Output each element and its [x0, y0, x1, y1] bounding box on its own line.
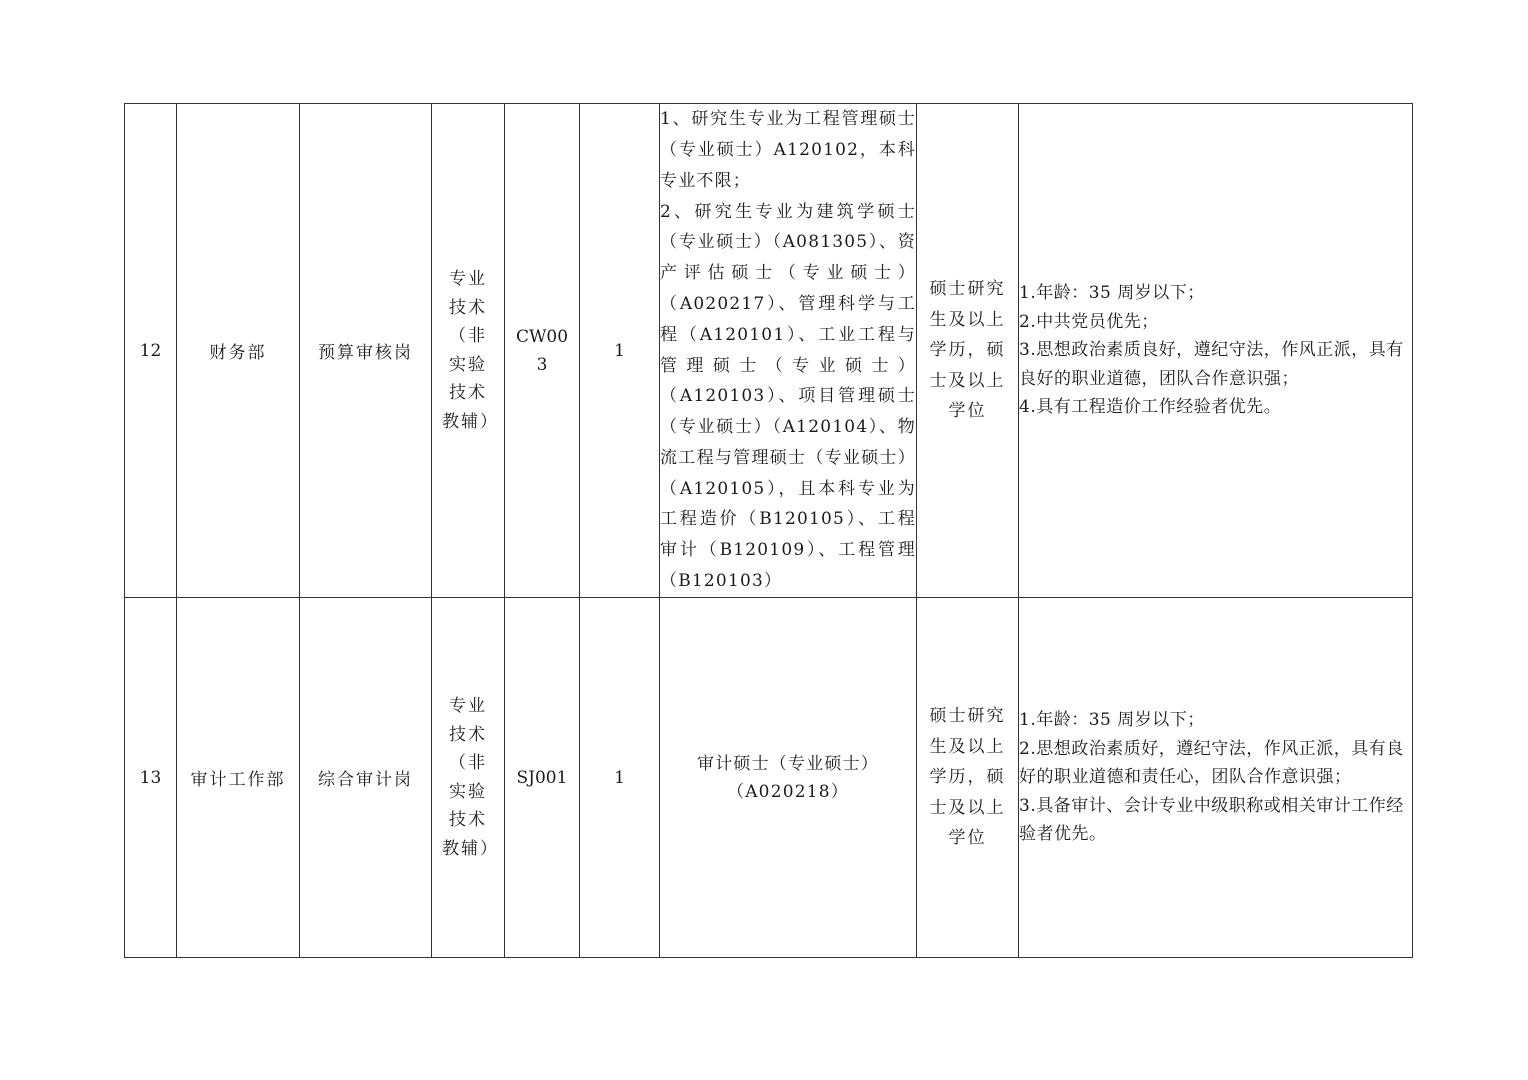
row-number: 13 — [125, 598, 177, 958]
requirement-item: 3.思想政治素质良好，遵纪守法，作风正派，具有良好的职业道德，团队合作意识强； — [1019, 340, 1404, 389]
requirement-item: 4.具有工程造价工作经验者优先。 — [1019, 397, 1282, 418]
position-cell: 预算审核岗 — [300, 104, 432, 598]
headcount-cell: 1 — [580, 104, 660, 598]
code-cell — [505, 598, 580, 958]
major-cell — [660, 598, 917, 958]
category-cell — [432, 104, 505, 598]
requirement-item: 2.思想政治素质好，遵纪守法，作风正派，具有良好的职业道德和责任心，团队合作意识强； — [1019, 738, 1404, 788]
headcount-cell: 1 — [580, 598, 660, 958]
table-row — [125, 598, 1413, 958]
education-text: 硕士研究生及以上学历，硕士及以上学位 — [929, 706, 1006, 849]
position-code: CW003 — [515, 326, 569, 375]
major-cell — [660, 104, 917, 598]
major-item: 1、研究生专业为工程管理硕士（专业硕士）A120102，本科专业不限； — [660, 109, 916, 191]
education-text: 硕士研究生及以上学历，硕士及以上学位 — [929, 279, 1006, 422]
education-cell — [917, 104, 1019, 598]
category-cell — [432, 598, 505, 958]
position-code: SJ001 — [516, 767, 568, 788]
recruitment-table — [124, 103, 1413, 958]
requirement-item: 3.具备审计、会计专业中级职称或相关审计工作经验者优先。 — [1019, 795, 1404, 845]
code-cell — [505, 104, 580, 598]
row-number: 12 — [125, 104, 177, 598]
requirement-item: 1.年龄：35 周岁以下； — [1019, 283, 1205, 304]
major-item: 审计硕士（专业硕士） — [697, 753, 879, 774]
requirements-cell — [1019, 104, 1413, 598]
position-cell: 综合审计岗 — [300, 598, 432, 958]
department-cell: 审计工作部 — [177, 598, 300, 958]
department-cell: 财务部 — [177, 104, 300, 598]
education-cell — [917, 598, 1019, 958]
major-item: （A020218） — [727, 781, 849, 802]
requirement-item: 1.年龄：35 周岁以下； — [1019, 710, 1205, 731]
category-text: 专业技术（非实验技术教辅） — [442, 696, 499, 859]
table-row — [125, 104, 1413, 598]
major-item: 2、研究生专业为建筑学硕士（专业硕士）（A081305）、资产评估硕士（专业硕士）（A020217）、管理科学与工程（A120101）、工业工程与管理硕士（专业硕士）（A120103）、项目管理硕士（专业硕士）（A120104）、物流工程与管理硕士（专业硕士）（A120105），且本科专业为工程造价（B120105）、工程审计（B120109）、工程管理（B120103） — [660, 201, 916, 592]
requirements-cell — [1019, 598, 1413, 958]
category-text: 专业技术（非实验技术教辅） — [442, 269, 499, 432]
requirement-item: 2.中共党员优先； — [1019, 311, 1159, 332]
